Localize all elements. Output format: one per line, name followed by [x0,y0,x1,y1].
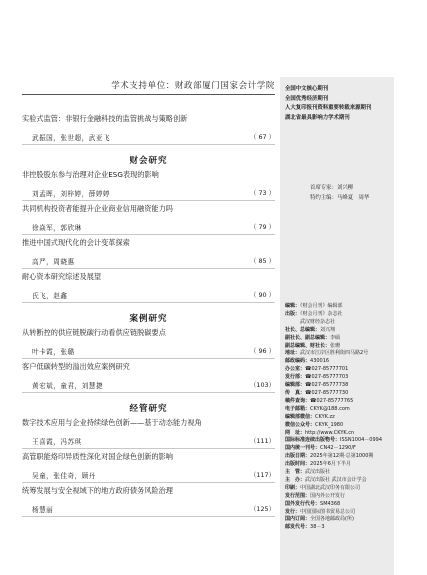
article-title[interactable]: 数字技术应用与企业持续绿色创新——基于动态能力视角 [22,418,202,427]
index-listing: 全国中文核心期刊 [285,86,329,92]
article-title[interactable]: 耐心资本研究综述及展望 [22,272,102,281]
info-value: 中国湖北武汉印务有限公司 [300,484,361,491]
entry-divider [22,482,275,483]
article-page-number: （ 85 ） [250,257,275,265]
article-authors: 武振国，张世超，武亚飞 [32,134,111,142]
info-label: 办公室： [285,366,306,373]
info-value: CKYK.zz [315,413,335,420]
article-page-number: （ 90 ） [250,291,275,299]
info-row [285,366,382,374]
toc-entry[interactable] [22,238,275,272]
info-label: 网 址： [285,429,306,436]
phone-icon: ☎ [305,374,312,381]
info-label: 印刷： [285,484,301,491]
article-page-number: （103） [250,381,275,389]
info-value: CN42－1290/F [320,445,356,452]
info-value: 027-85777765 [316,397,354,404]
section-heading: 经管研究 [129,404,168,414]
entry-divider [22,358,275,359]
info-row [285,422,382,430]
article-authors: 叶卡霞，张璐 [32,348,75,356]
toc-entry[interactable] [22,362,275,396]
toc-entry[interactable] [22,204,275,238]
entry-divider [22,516,275,517]
toc-entry[interactable] [22,452,275,486]
toc-entry[interactable] [22,328,275,362]
info-label: 微信公众号： [285,421,316,428]
info-label: 邮政编码： [285,358,311,365]
editorial-advisors [310,184,369,203]
info-row [285,335,382,343]
article-page-number: （ 67 ） [250,133,275,141]
info-label: 编辑： [285,303,301,309]
info-label: 地址： [285,350,301,357]
article-page-number: （125） [250,505,275,513]
info-label: 编辑部： [285,382,306,389]
index-listing: 湖北省最具影响力学术期刊 [285,114,350,121]
info-label: 社长、总编辑： [285,326,321,333]
info-value: 027-85777703 [311,374,349,381]
article-title[interactable]: 非控股股东参与治理对企业ESG表现的影响 [22,170,159,179]
info-label: 副总编辑、财社长： [285,342,331,349]
article-authors: 氏飞，赵鑫 [32,292,68,300]
info-value: 38－3 [310,524,325,531]
info-row [285,524,382,532]
entry-divider [22,200,275,201]
section-heading: 财会研究 [129,156,168,166]
advisor-line: 特约主编：马峰夏 周华 [310,194,370,201]
article-authors: 黄宏斌，童君，刘慧捷 [32,382,103,390]
info-label: 主 管： [285,469,306,476]
entry-divider [22,302,275,303]
article-authors: 徐焱军，郭欣琳 [32,224,82,232]
info-label: 主 办： [285,476,306,483]
info-label: 发行范围： [285,492,311,499]
info-label: 国外发行代号： [285,500,321,507]
article-authors: 高严，周晓惠 [32,258,75,266]
info-row [285,327,382,335]
info-row [285,501,382,509]
article-page-number: （ 96 ） [250,347,275,355]
info-label: 编辑部微信： [285,413,316,420]
advisor-line: 首席专家：刘兴柳 [310,185,354,191]
index-listing: 全国优秀经济期刊 [285,95,329,102]
info-label: 出版日期： [285,453,311,460]
info-row [285,303,382,311]
info-value: 中国国际图书贸易总公司 [300,508,356,515]
article-page-number: （ 79 ） [250,223,275,231]
info-value: 刘兴翔 [320,326,336,333]
info-value: CKYK@188.com [310,405,350,412]
info-value: 武汉财经杂志社 [285,318,336,325]
info-value: 张珊 [330,342,341,349]
indexing-list [285,85,371,123]
info-value: 430016 [310,358,330,365]
article-title[interactable]: 实验式监管：非银行金融科技的监管挑战与策略创新 [22,114,188,123]
toc-entry[interactable] [22,418,275,452]
info-row [285,461,382,469]
info-label: 国内统一刊号： [285,445,321,452]
article-authors: 吴童，张佳奇，顾丹 [32,472,96,480]
info-value: 027-85777701 [311,366,349,373]
toc-entry[interactable] [22,114,275,148]
info-value: 李硕 [330,334,341,341]
phone-icon: ☎ [310,397,317,404]
info-value: 武汉市江岸区胜利街四马路2号 [300,350,369,357]
info-row [285,319,382,327]
info-value: 2025年6月下半月 [310,461,351,468]
toc-entry[interactable] [22,170,275,204]
entry-divider [22,448,275,449]
article-authors: 杨慧丽 [32,506,54,514]
article-title[interactable]: 客户低碳转型的溢出效应案例研究 [22,362,130,371]
article-title[interactable]: 从转断控的供应链脱碳行动看供应链脱碳要点 [22,328,166,337]
info-label: 出版： [285,310,301,317]
info-row [285,398,382,406]
info-row [285,414,382,422]
info-value: 2025年第12期·总第1000期 [310,453,374,460]
article-page-number: （117） [250,471,275,479]
info-value: SM4368 [320,500,341,507]
article-page-number: （ 73 ） [250,189,275,197]
info-row [285,477,382,485]
info-label: 邮发代号： [285,524,311,531]
info-label: 国际标准连续出版物号： [285,437,341,444]
info-value: CKYK_1980 [315,421,344,428]
info-value: 《财会月刊》杂志社 [300,310,343,317]
info-value: http://www.CKYK.cn [305,429,355,436]
academic-support-unit: 学术支持单位：财政部厦门国家会计学院 [111,81,275,91]
index-listing: 人大复印报刊资料重要转载来源期刊 [285,105,372,111]
article-title[interactable]: 推进中国式现代化的会计变革探索 [22,238,130,247]
article-title[interactable]: 统筹发展与安全视域下的地方政府债务风险治理 [22,486,173,495]
journal-info-sidebar [280,77,394,575]
journal-header [22,77,275,95]
publication-info [285,303,382,532]
info-value: 027-85777738 [311,382,349,389]
info-label: 发行： [285,508,301,515]
toc-entry[interactable] [22,272,275,306]
table-of-contents [22,114,275,520]
entry-divider [22,268,275,269]
article-page-number: （111） [250,437,275,445]
info-row [285,406,382,414]
info-row [285,469,382,477]
info-label: 电子邮箱： [285,405,311,412]
article-title[interactable]: 共同机构投资者能提升企业商业信用融资能力吗 [22,204,173,213]
info-row [285,374,382,382]
info-row [285,311,382,319]
phone-icon: ☎ [305,389,312,396]
info-row [285,390,382,398]
info-label: 国内订阅： [285,516,311,523]
section-heading: 案例研究 [129,314,168,324]
entry-divider [22,392,275,393]
entry-divider [22,234,275,235]
phone-icon: ☎ [305,366,312,373]
entry-divider [22,144,275,145]
info-row [285,485,382,493]
info-value: 武汉出版社 武汉市会计学会 [305,476,367,483]
info-label: 稿件查询： [285,397,311,404]
phone-icon: ☎ [305,382,312,389]
info-label: 传 真： [285,389,306,396]
info-value: 国内外公开发行 [310,492,346,499]
article-authors: 王喜霞，冯苏琪 [32,438,82,446]
article-authors: 刘孟晖，刘梓婷，薛婷婷 [32,190,111,198]
info-value: 《财会月刊》编辑部 [300,303,343,309]
info-value: 武汉出版社 [305,469,331,476]
info-row [285,493,382,501]
info-label: 副社长、副总编辑： [285,334,331,341]
info-row [285,382,382,390]
info-label: 发行部： [285,374,306,381]
info-value: 027-85777730 [311,389,349,396]
toc-entry[interactable] [22,486,275,520]
info-value: 全国各地邮政局(所) [310,516,354,523]
article-title[interactable]: 高管职能烙印异质性深化对国企绿色创新的影响 [22,452,173,461]
info-value: ISSN1004－0994 [340,437,383,444]
info-row [285,453,382,461]
info-label: 出版时间： [285,461,311,468]
